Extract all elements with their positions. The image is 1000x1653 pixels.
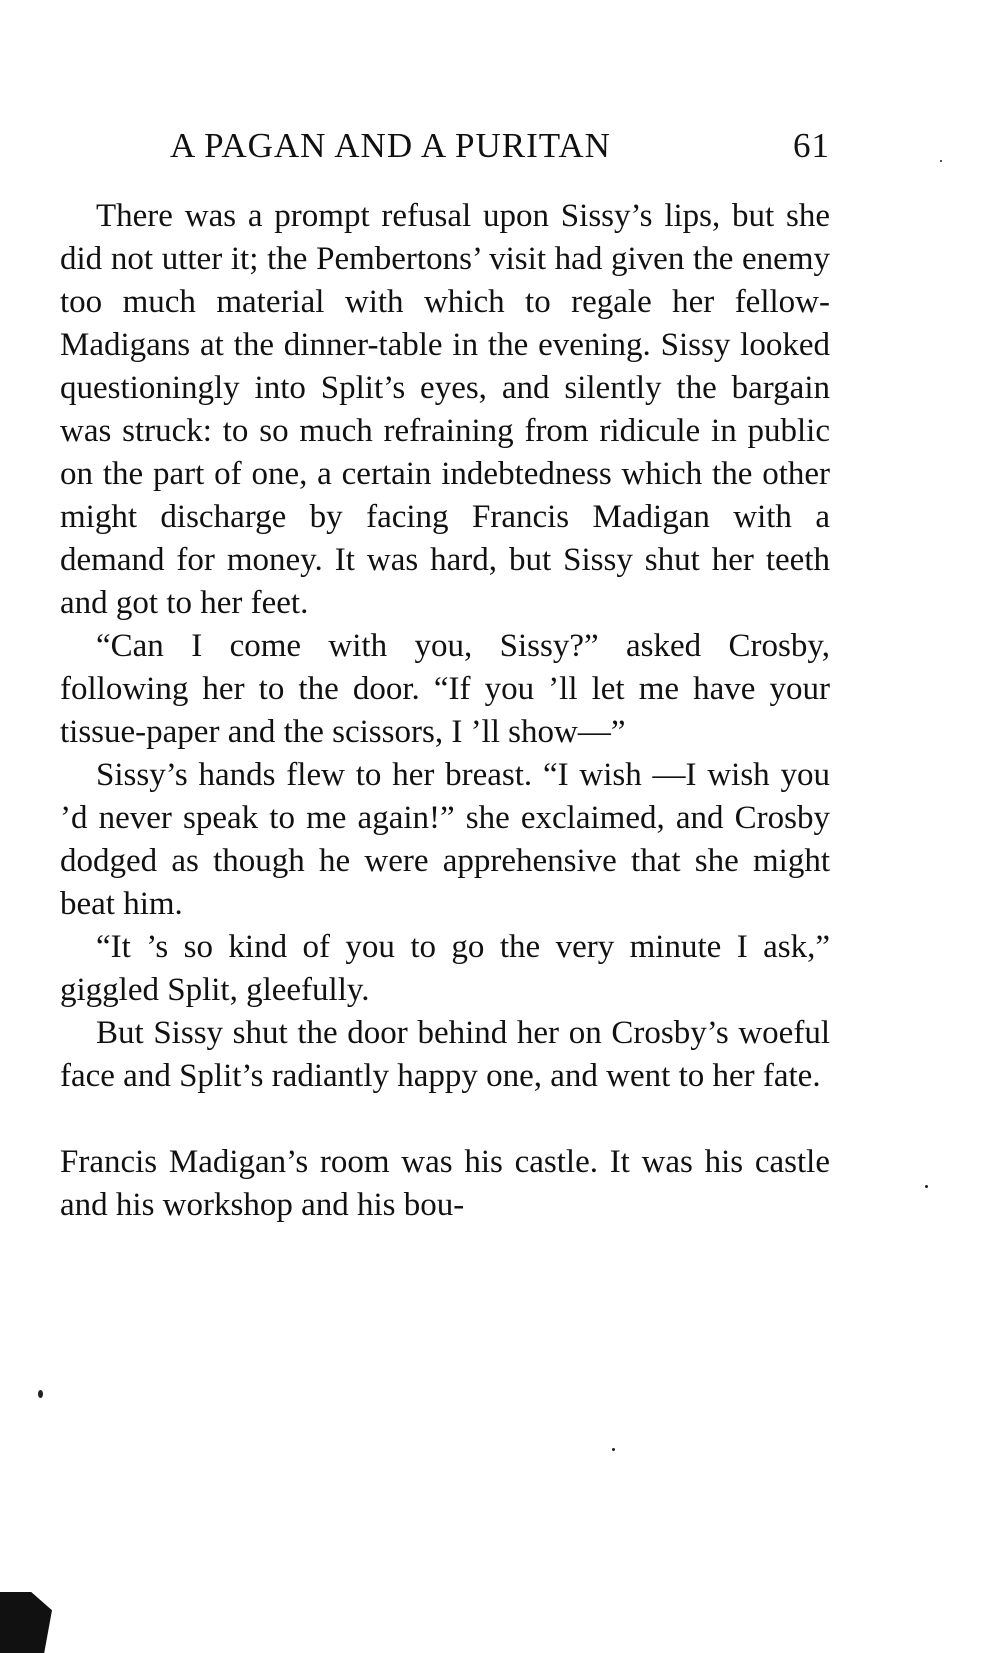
page-number: 61 xyxy=(793,126,830,165)
paragraph: Sissy’s hands flew to her breast. “I wish —I wish you ’d never speak to me again!” she exclaimed, and Crosby dodged as though he were apprehensive that she might beat him. xyxy=(60,757,830,922)
paragraph: But Sissy shut the door behind her on Crosby’s woeful face and Split’s radiantly happy one, and went to her fate. xyxy=(60,1015,830,1094)
print-speck xyxy=(925,1185,928,1188)
paragraph: “Can I come with you, Sissy?” asked Crosby, following her to the door. “If you ’ll let me have your tissue-paper and the scissors, I ’ll show—” xyxy=(60,628,830,750)
scan-corner-mark xyxy=(0,1592,52,1653)
running-title: A PAGAN AND A PURITAN xyxy=(170,126,611,165)
paragraph: “It ’s so kind of you to go the very minute I ask,” giggled Split, gleefully. xyxy=(60,929,830,1008)
paragraph: Francis Madigan’s room was his castle. It was his castle and his workshop and his bou- xyxy=(60,1144,830,1223)
print-speck xyxy=(38,1390,43,1398)
body-text xyxy=(60,195,830,1227)
paragraph: There was a prompt refusal upon Sissy’s lips, but she did not utter it; the Pembertons’ visit had given the enemy too much material with which to regale her fellow-Madigans at the dinner-table in the evening. Sissy looked questioningly into Split’s eyes, and silently the bargain was struck: to so much refraining from ridicule in public on the part of one, a certain indebtedness which the other might discharge by facing Francis Madigan with a demand for money. It was hard, but Sissy shut her teeth and got to her feet. xyxy=(60,198,830,621)
running-head xyxy=(170,126,830,170)
print-speck xyxy=(940,160,942,162)
print-speck xyxy=(612,1448,615,1451)
section-break xyxy=(60,1098,830,1141)
